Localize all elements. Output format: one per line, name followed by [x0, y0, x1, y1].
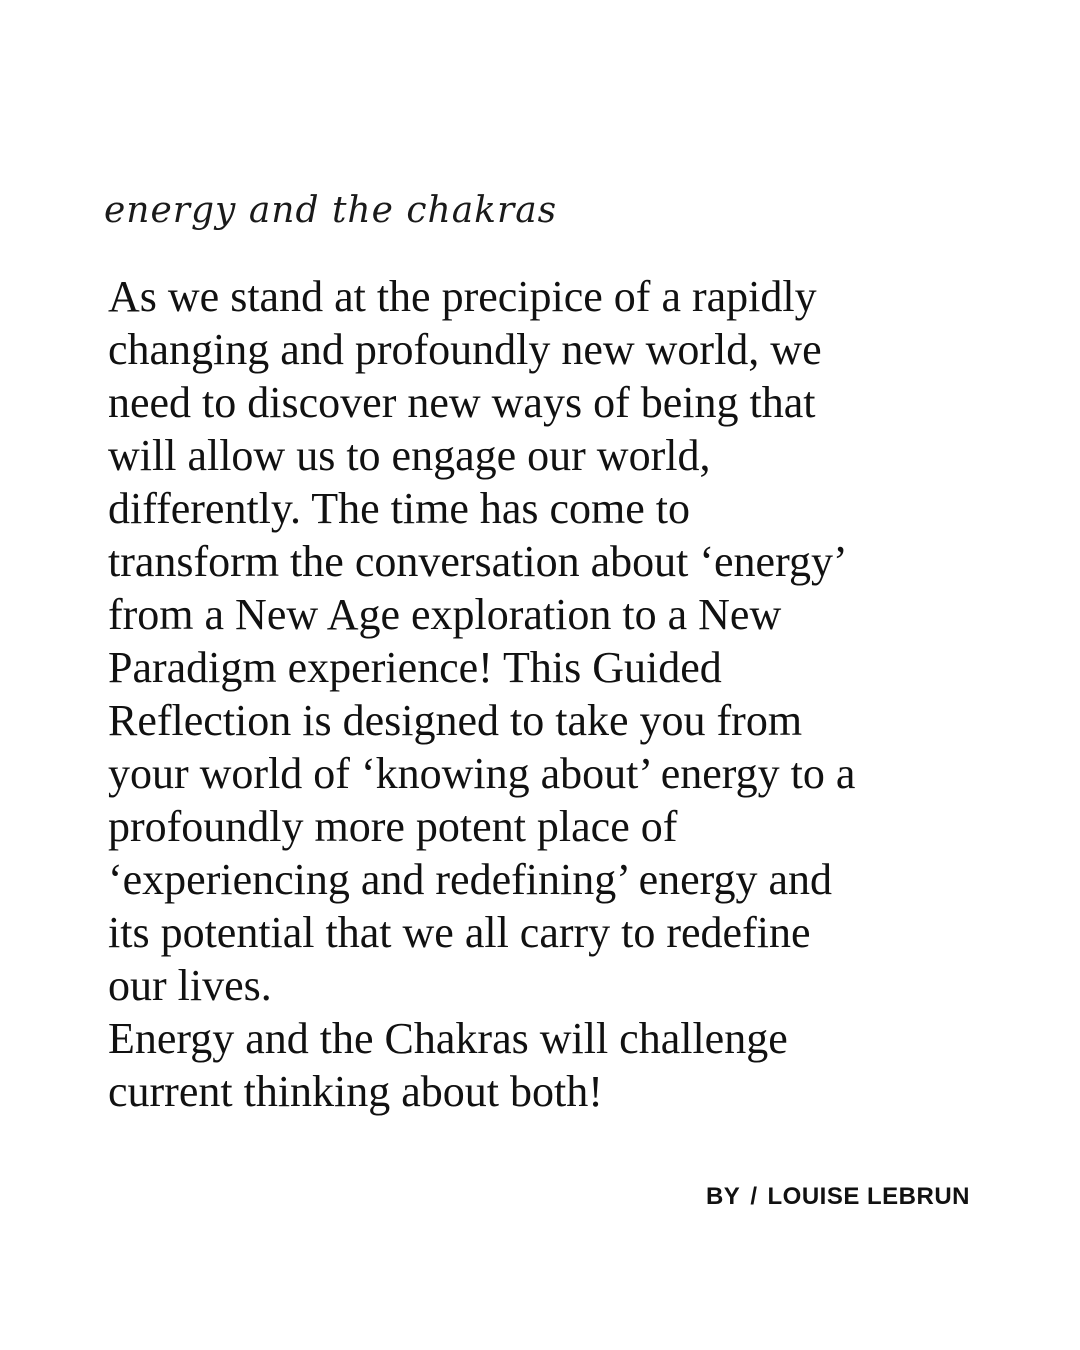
- author-byline: [706, 1183, 970, 1211]
- body-text: [108, 270, 868, 1118]
- body-line: its potential that we all carry to redefine: [108, 908, 811, 957]
- body-line: ‘experiencing and redefining’ energy and: [108, 855, 833, 904]
- body-line: profoundly more potent place of: [108, 802, 678, 851]
- body-line: current thinking about both!: [108, 1067, 603, 1116]
- byline-author: LOUISE LEBRUN: [767, 1183, 970, 1210]
- body-line: As we stand at the precipice of a rapidly: [108, 272, 817, 321]
- body-line: Energy and the Chakras will challenge: [108, 1014, 788, 1063]
- body-line: Reflection is designed to take you from: [108, 696, 803, 745]
- body-line: your world of ‘knowing about’ energy to a: [108, 749, 856, 798]
- body-line: our lives.: [108, 961, 272, 1010]
- body-line: differently. The time has come to: [108, 484, 691, 533]
- body-line: from a New Age exploration to a New: [108, 590, 782, 639]
- body-line: Paradigm experience! This Guided: [108, 643, 722, 692]
- body-line: changing and profoundly new world, we: [108, 325, 822, 374]
- page-title: energy and the chakras: [104, 190, 558, 231]
- body-line: transform the conversation about ‘energy’: [108, 537, 848, 586]
- byline-separator: /: [750, 1183, 758, 1210]
- body-line: will allow us to engage our world,: [108, 431, 711, 480]
- body-line: need to discover new ways of being that: [108, 378, 816, 427]
- byline-prefix: BY: [705, 1183, 741, 1210]
